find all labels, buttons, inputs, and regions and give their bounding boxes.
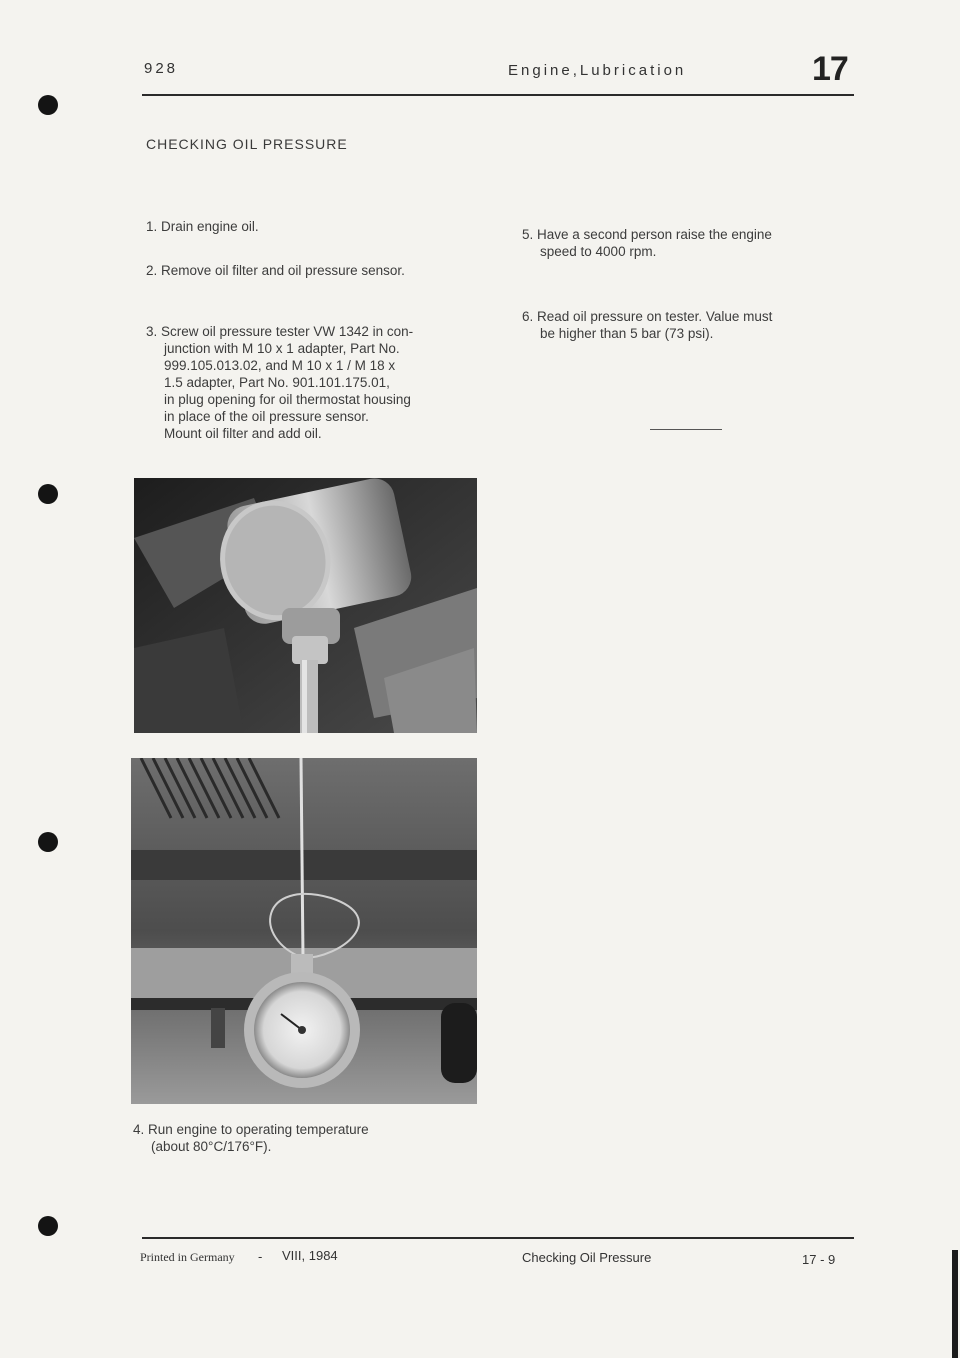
step-number: 1. <box>146 219 158 234</box>
step-text: 999.105.013.02, and M 10 x 1 / M 18 x <box>164 358 396 373</box>
step-text: junction with M 10 x 1 adapter, Part No. <box>164 341 400 356</box>
photo-oil-filter-adapter-image <box>134 478 477 733</box>
binder-hole <box>38 484 58 504</box>
step-text: (about 80°C/176°F). <box>151 1139 272 1154</box>
step-2 <box>146 262 491 279</box>
step-text: speed to 4000 rpm. <box>540 244 657 259</box>
footer-page-number: 17 - 9 <box>802 1252 836 1267</box>
header-section: Engine,Lubrication <box>508 62 687 79</box>
step-text: Have a second person raise the engine <box>537 227 772 242</box>
step-text: Drain engine oil. <box>161 219 259 234</box>
step-text: in plug opening for oil thermostat housing <box>164 392 411 407</box>
step-1 <box>146 218 491 235</box>
step-text: 1.5 adapter, Part No. 901.101.175.01, <box>164 375 390 390</box>
step-text: in place of the oil pressure sensor. <box>164 409 369 424</box>
step-text: be higher than 5 bar (73 psi). <box>540 326 714 341</box>
footer-separator: - <box>258 1249 263 1264</box>
step-text: Read oil pressure on tester. Value must <box>537 309 773 324</box>
header-rule <box>142 94 854 96</box>
page-title: CHECKING OIL PRESSURE <box>146 136 348 152</box>
footer-date: VIII, 1984 <box>282 1248 338 1263</box>
step-number: 4. <box>133 1122 145 1137</box>
footer-printed: Printed in Germany <box>140 1250 235 1264</box>
page-edge-shadow <box>952 1250 958 1358</box>
step-number: 2. <box>146 263 158 278</box>
binder-hole <box>38 1216 58 1236</box>
step-text: Mount oil filter and add oil. <box>164 426 322 441</box>
photo-oil-filter-adapter <box>134 478 477 733</box>
binder-hole <box>38 95 58 115</box>
step-text: Screw oil pressure tester VW 1342 in con- <box>161 324 414 339</box>
photo-pressure-gauge-image <box>131 758 477 1104</box>
footer-rule <box>142 1237 854 1239</box>
step-5 <box>522 226 867 260</box>
step-number: 3. <box>146 324 158 339</box>
step-text: Run engine to operating temperature <box>148 1122 369 1137</box>
step-text: Remove oil filter and oil pressure sensor. <box>161 263 405 278</box>
footer-topic: Checking Oil Pressure <box>522 1250 652 1265</box>
photo-pressure-gauge <box>131 758 477 1104</box>
step-6 <box>522 308 867 342</box>
header-model: 928 <box>144 60 179 77</box>
step-number: 6. <box>522 309 534 324</box>
step-4 <box>133 1121 478 1155</box>
end-dash <box>650 429 722 430</box>
step-number: 5. <box>522 227 534 242</box>
step-3 <box>146 323 491 442</box>
binder-hole <box>38 832 58 852</box>
header-group-number: 17 <box>812 50 848 88</box>
